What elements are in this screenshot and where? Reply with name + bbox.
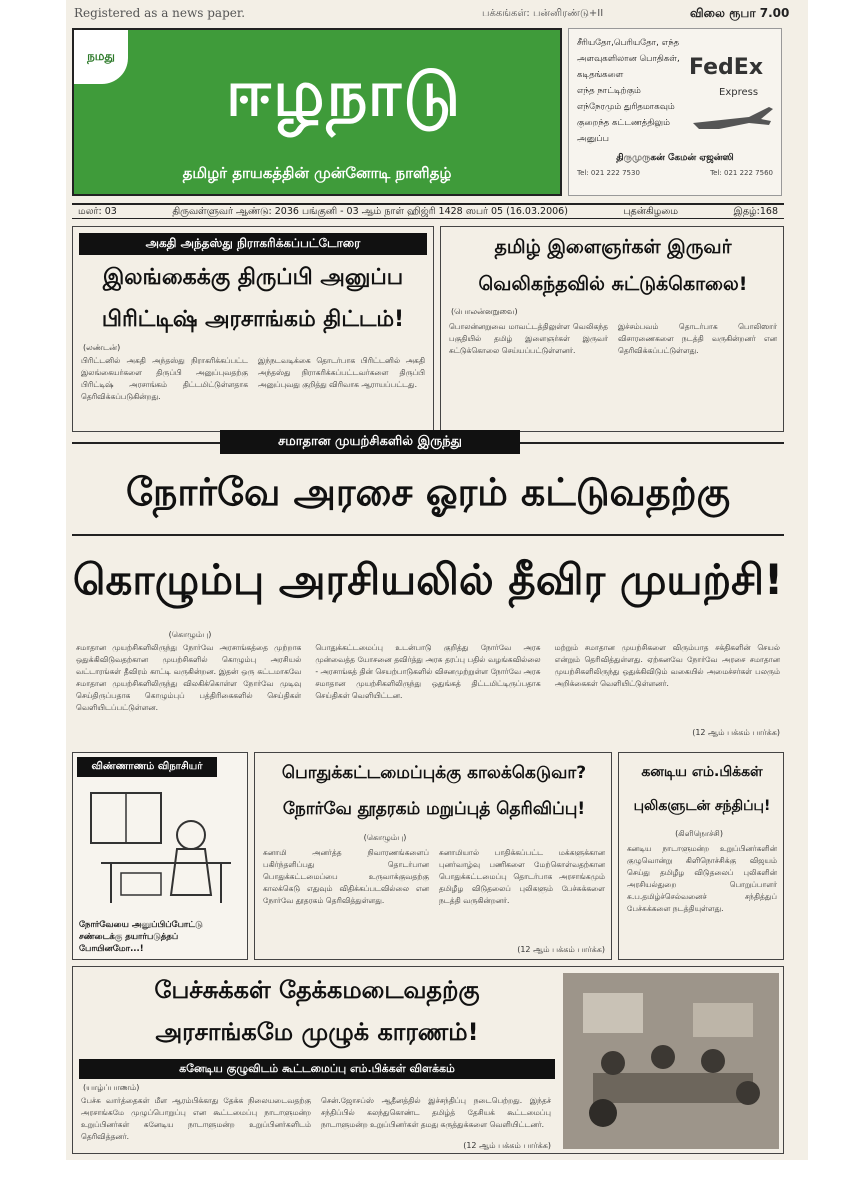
advert-line: எந்த நாட்டிற்கும் [577, 86, 641, 96]
story2-col1: பொலன்னறுவை மாவட்டத்திலுள்ள வெலிகந்த பகுதியில் தமிழ் இளைஞர்கள் இருவர் சுட்டுக்கொலை செய்யப்பட்டுள்ளனர். [449, 322, 608, 355]
story1-headline-line2: பிரிட்டிஷ் அரசாங்கம் திட்டம்! [101, 307, 405, 332]
registration-note: Registered as a news paper. [74, 6, 246, 20]
masthead-title: ஈழநாடு [225, 57, 463, 131]
story5-continued: (12 ஆம் பக்கம் பார்க்க) [463, 1141, 551, 1150]
story3-headline-line1: பொதுக்கட்டமைப்புக்கு காலக்கெடுவா? [281, 763, 587, 783]
cartoon-caption: நோர்வேயை அனுப்பிப்போட்டு சண்டைக்கு தயார்படுத்தப் போயினமோ...! [79, 920, 203, 954]
lead-kicker: சமாதான முயற்சிகளில் இருந்து [220, 430, 520, 454]
advert-line: சீரியதோ,பெரியதோ, எந்த [577, 38, 680, 48]
cartoon-label: விண்ணாணம் விநாசியர் [77, 757, 217, 777]
lead-col2: பொதுக்கட்டமைப்பு உடன்பாடு குறித்து நோர்வே அரசு முன்வைத்த யோசனை தவிர்த்து அரசு தரப்பு பதில் வழங்கவில்லை - அரசாங்கத் தின் செயற்பாடுகளில் விசனமுற்றுள்ள நோர்வே அரசு சமாதான முயற்சிகளிலிருந்து ஒதுங்கத் திட்டமிட்டிருப்பதாக செய்திகள் வெளியிட்டன. [315, 643, 541, 700]
lead-rule-middle [72, 534, 784, 536]
meeting-photo-image [563, 973, 779, 1149]
issue-pages: பக்கங்கள்: பன்னிரண்டு+II [482, 8, 604, 19]
airplane-icon [689, 103, 775, 135]
story1-credit: (லண்டன்) [83, 343, 121, 352]
story2-columns [449, 321, 777, 425]
story4-headline-line1: கனடிய எம்.பிக்கள் [641, 764, 763, 780]
story-norway-embassy [254, 752, 612, 960]
story2-headline-line1: தமிழ் இளைஞர்கள் இருவர் [494, 235, 732, 258]
lead-continued: (12 ஆம் பக்கம் பார்க்க) [692, 728, 780, 737]
story5-col2: சென்.ஜோசப்ஸ் ஆதீனத்தில் இச்சந்திப்பு நடைபெற்றது. இந்தச் சந்திப்பில் கலந்துகொண்ட தமிழ்த் தேசியக் கூட்டமைப்பு நாடாளுமன்ற உறுப்பினர்கள் தமது கருத்துக்களை வெளியிட்டனர். [321, 1096, 551, 1129]
story2-credit: (பொலன்னறுவை) [451, 307, 518, 316]
story-canadian-mps [618, 752, 784, 960]
lead-col3-wrap [555, 642, 780, 742]
story4-credit: (கிளிநொச்சி) [675, 829, 723, 838]
story3-col2: சுனாமியால் பாதிக்கப்பட்ட மக்களுக்கான புனர்வாழ்வு பணிகளை மேற்கொள்வதற்கான பொதுக்கட்டமைப்பு தொடர்பாக அரசாங்கமும் தமிழீழ விடுதலைப் புலிகளும் பேச்சுக்களை நடத்தி வருகின்றனர். [439, 848, 605, 905]
cartoon-drawing-icon [81, 783, 241, 913]
story4-headline-line2: புலிகளுடன் சந்திப்பு! [633, 798, 771, 814]
advert-copy [577, 35, 695, 147]
story5-headline-line1: பேச்சுக்கள் தேக்கமடைவதற்கு [154, 975, 480, 1004]
story3-continued: (12 ஆம் பக்கம் பார்க்க) [517, 945, 605, 954]
lead-col3: மற்றும் சமாதான முயற்சிகளை விரும்பாத சக்திகளின் செயல் என்றும் தெரிவித்துள்ளது. ஏற்கனவே நோர்வே அரசை சமாதான முயற்சிகளிலிருந்து ஒதுக்கிவிடும் வகையில் அமைச்சர்கள் பலரும் அறிக்கைகள் வெளியிட்டுள்ளனர். [554, 643, 780, 688]
story1-columns [81, 355, 425, 427]
advert-line: குறைந்த கட்டணத்திலும் அனுப்ப [577, 118, 670, 144]
lead-columns [76, 642, 780, 742]
story1-col2: இந்நடவடிக்கை தொடர்பாக பிரிட்டனில் அகதி அந்தஸ்து நிராகரிக்கப்பட்டவர்களை திருப்பி அனுப்புவது குறித்து விரிவாக ஆராயப்பட்டது. [258, 356, 425, 389]
story5-credit: (யாழ்ப்பாணம்) [83, 1083, 140, 1092]
story2-headline-line2: வெலிகந்தவில் சுட்டுக்கொலை! [478, 272, 748, 295]
advert-line: அளவுகளிலான பொதிகள், கடிதங்களை [577, 54, 680, 80]
story1-kicker: அகதி அந்தஸ்து நிராகரிக்கப்பட்டோரை [79, 233, 427, 255]
meeting-photo [563, 973, 779, 1149]
fedex-advert [568, 28, 782, 196]
story-welikanda-killing [440, 226, 784, 432]
masthead [72, 28, 562, 196]
lead-col1: சமாதான முயற்சிகளிலிருந்து நோர்வே அரசாங்கத்தை முற்றாக ஒதுக்கிவிடுவதற்கான முயற்சிகளில் கொழும்பு அரசியல் வட்டாரங்கள் தீவிரம் காட்டி வருகின்றன. இதன் ஒரு கட்டமாகவே சமாதான முயற்சிகளிலிருந்து விலகிக்கொள்ள நோர்வே முடிவு செய்திருப்பதாக கொழும்புப் பத்திரிகைகளில் செய்திகள் வெளியிடப்பட்டுள்ளன. [76, 643, 302, 712]
fedex-logo: FedEx [689, 55, 764, 80]
lead-credit: (கொழும்பு) [168, 630, 212, 639]
story-talks-stalled [72, 966, 784, 1154]
story3-headline-line2: நோர்வே தூதரகம் மறுப்புத் தெரிவிப்பு! [282, 799, 586, 819]
story5-headline-line2: அரசாங்கமே முழுக் காரணம்! [155, 1017, 479, 1046]
story3-col1: சுனாமி அனர்த்த நிவாரணங்களைப் பகிர்ந்தளிப்பது தொடர்பான பொதுக்கட்டமைப்பை உருவாக்குவதற்கு காலக்கெடு எதுவும் விதிக்கப்படவில்லை என நோர்வே தூதரகம் தெரிவித்துள்ளது. [263, 848, 429, 905]
story3-columns [263, 847, 605, 943]
price: விலை ரூபா 7.00 [690, 6, 790, 20]
story5-kicker: கனேடிய குழுவிடம் கூட்டமைப்பு எம்.பிக்கள் விளக்கம் [79, 1059, 555, 1079]
story5-columns [81, 1095, 551, 1141]
advert-contacts [577, 169, 773, 177]
dateline-issue: இதழ்:168 [733, 205, 778, 217]
story2-col2: இச்சம்பவம் தொடர்பாக பொலிஸார் விசாரணைகளை நடத்தி வருகின்றனர் என தெரிவிக்கப்பட்டுள்ளது. [618, 322, 777, 355]
dateline-bar [72, 203, 784, 219]
dateline-day: புதன்கிழமை [623, 205, 679, 217]
advert-tel-right: Tel: 021 222 7560 [710, 169, 773, 177]
masthead-prefix: நமது [74, 30, 128, 84]
cartoon-box [72, 752, 248, 960]
advert-company: திருமுருகன் கேமன் ஏஜன்ஸி [616, 153, 734, 163]
masthead-tagline: தமிழர் தாயகத்தின் முன்னோடி நாளிதழ் [182, 164, 452, 182]
lead-headline-line1: நோர்வே அரசை ஓரம் கட்டுவதற்கு [125, 470, 731, 514]
dateline-date: திருவள்ளுவர் ஆண்டு: 2036 பங்குனி - 03 ஆம் நாள் ஹிஜ்ரி 1428 ஸபர் 05 (16.03.2006) [172, 205, 568, 217]
story4-body: கனடிய நாடாளுமன்ற உறுப்பினர்களின் குழுவொன்று கிளிநொச்சிக்கு விஜயம் செய்து தமிழீழ விடுதலைப் புலிகளின் அரசியல்துறை பொறுப்பாளர் சு.ப.தமிழ்ச்செல்வனைச் சந்தித்துப் பேச்சுக்களை நடத்தியுள்ளது. [627, 844, 777, 913]
story-uk-deportation [72, 226, 434, 432]
advert-tel-left: Tel: 021 222 7530 [577, 169, 640, 177]
story1-col1: பிரிட்டனில் அகதி அந்தஸ்து நிராகரிக்கப்பட்ட இலங்கையர்களை திருப்பி அனுப்புவதற்கு பிரிட்டிஷ் அரசாங்கம் திட்டமிட்டுள்ளதாக தெரிவிக்கப்படுகின்றது. [81, 356, 248, 401]
lead-headline-line2: கொழும்பு அரசியலில் தீவிர முயற்சி! [72, 554, 784, 604]
story5-col1: பேச்சு வார்த்தைகள் மீள ஆரம்பிக்காது தேக்க நிலையடைவதற்கு அரசாங்கமே முழுப்பொறுப்பு என கூட்டமைப்பு நாடாளுமன்ற உறுப்பினர்கள் கனேடிய நாடாளுமன்ற உறுப்பினர்களிடம் தெரிவித்தனர். [81, 1096, 311, 1141]
story3-credit: (கொழும்பு) [363, 833, 407, 842]
story1-headline-line1: இலங்கைக்கு திருப்பி அனுப்ப [102, 265, 404, 290]
fedex-express-label: Express [719, 87, 759, 98]
dateline-volume: மலர்: 03 [78, 205, 117, 217]
advert-line: எந்நேரமும் துரிதமாகவும் [577, 102, 675, 112]
